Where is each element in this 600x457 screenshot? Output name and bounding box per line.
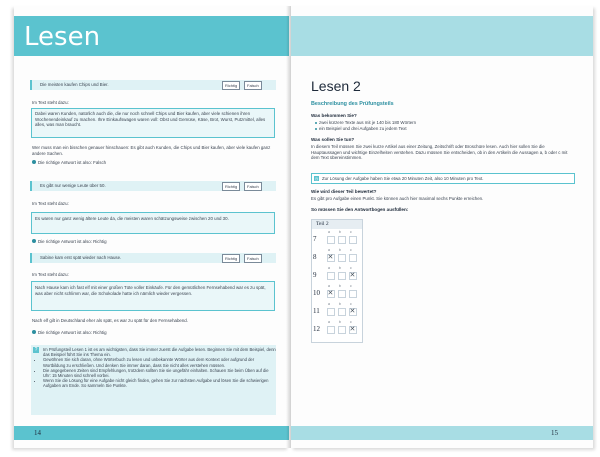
answer-bullet-icon [32,330,36,334]
answer-cell[interactable] [338,236,346,244]
what-item [315,120,416,126]
richtig-option[interactable]: Richtig [222,81,240,90]
answer-row-number: 8 [313,253,317,261]
answer-cell[interactable] [338,272,346,280]
answer-cell[interactable] [338,326,346,334]
in-text-label: Im Text steht dazu: [32,100,69,105]
header-band [291,16,593,56]
option-letter: c [350,266,352,270]
answer-cell[interactable] [327,308,335,316]
footer-band [14,426,289,440]
answer-row [311,266,361,284]
option-letter: a [328,284,330,288]
tip-box [31,345,276,415]
answer-cell[interactable] [349,290,357,298]
page-number: 14 [34,429,41,437]
option-letter: a [328,248,330,252]
tip-item: • Im Prüfungsteil Lesen 1 ist es am wichtigsten, dass Sie immer zuerst die Aufgabe lesen. Beginnen Sie mit dem Beispiel, denn das Beispiel führt Sie ins Thema ein. [43,347,276,357]
answer-row [311,248,361,266]
option-letter: b [339,320,341,324]
option-letter: c [350,320,352,324]
answer-row-number: 12 [313,325,320,333]
option-letter: b [339,302,341,306]
answer-bullet-icon [32,239,36,243]
option-letter: b [339,266,341,270]
statement-bar-1 [30,80,276,90]
option-letter: a [328,266,330,270]
tip-list [31,345,276,389]
falsch-option[interactable]: Falsch [244,81,262,90]
answer-row [311,230,361,248]
falsch-option[interactable]: Falsch [244,254,262,263]
option-letter: b [339,248,341,252]
answer-cell-marked[interactable] [349,326,357,334]
answer-cell[interactable] [338,308,346,316]
answer-cell[interactable] [327,236,335,244]
quote-box-1 [31,108,275,138]
what-item-text: ein Beispiel und drei Aufgaben zu jedem Text [319,126,407,131]
falsch-option[interactable]: Falsch [244,182,262,191]
answer-row [311,284,361,302]
richtig-option[interactable]: Richtig [222,182,240,191]
time-box [311,173,575,184]
answer-row-number: 11 [313,307,320,315]
time-text: Zur Lösung der Aufgabe haben Sie etwa 20 Minuten Zeit, also 10 Minuten pro Text. [322,175,484,181]
statement-text: Sabine kam erst spät wieder nach Hause. [40,255,122,260]
answer-line [32,330,107,336]
answer-line [32,239,107,245]
answer-row-number: 10 [313,289,320,297]
statement-bar-2 [30,181,276,191]
answer-row-number: 9 [313,271,317,279]
tip-item: • Wenn Sie die Lösung für eine Aufgabe nicht gleich finden, gehen Sie zur nächsten Aufgabe und lösen Sie die schwierigen Aufgaben am Ende. So sammeln Sie Punkte. [43,378,276,388]
option-letter: a [328,302,330,306]
in-text-label: Im Text steht dazu: [32,272,69,277]
left-page [14,6,289,448]
footer-band [291,426,593,440]
answer-row [311,320,361,338]
statement-text: Die meisten kaufen Chips und Bier. [40,82,109,87]
answer-cell[interactable] [338,290,346,298]
explanation-text: Nach elf gilt in Deutschland eher als spät, es war zu spät für den Fernsehabend. [32,318,188,323]
option-letter: c [350,230,352,234]
answer-text: Die richtige Antwort ist also: Falsch [38,160,107,165]
statement-text: Es gibt nur wenige Leute über 50. [40,183,106,188]
option-letter: a [328,320,330,324]
option-letter: b [339,284,341,288]
answer-cell[interactable] [338,254,346,262]
answer-sheet-title: Teil 2 [316,221,329,227]
option-letter: b [339,230,341,234]
answer-sheet-header [312,220,362,229]
answer-line [32,160,106,166]
right-page [291,6,593,448]
answer-text: Die richtige Antwort ist also: Richtig [38,239,107,244]
question-heading: Was bekommen Sie? [311,113,357,118]
quote-text: Es waren nur ganz wenig ältere Leute da, die meisten waren schätzungsweise zwischen 20 und 30. [35,216,229,221]
page-title: Lesen [24,22,101,52]
in-text-label: Im Text steht dazu: [32,201,69,206]
option-letter: c [350,248,352,252]
page-number: 15 [551,429,558,437]
quote-box-2 [31,212,275,234]
answer-cell[interactable] [349,236,357,244]
richtig-option[interactable]: Richtig [222,254,240,263]
option-letter: a [328,230,330,234]
answer-cell-marked[interactable] [349,272,357,280]
bullet-icon [315,122,317,124]
section-subtitle: Beschreibung des Prüfungsteils [311,101,394,107]
clock-icon: ◷ [314,175,319,181]
answer-row-number: 7 [313,235,317,243]
answer-text: Die richtige Antwort ist also: Richtig [38,330,107,335]
tip-item: • Die angegebenen Zeiten sind Empfehlungen, trotzdem sollten Sie sie ungefähr einhalten. Schauen Sie beim Üben auf die Uhr: 15 Minuten sind schnell vorbei. [43,368,276,378]
evaluation-text: Es gibt pro Aufgabe einen Punkt. Sie können auch hier maximal sechs Punkte erreichen. [311,196,484,201]
question-heading: Was sollen Sie tun? [311,137,355,142]
what-item-text: zwei kürzere Texte aus mit je 140 bis 180 Wörtern [319,120,417,125]
option-letter: c [350,284,352,288]
answer-cell[interactable] [327,326,335,334]
lesen-header-band [14,16,289,56]
answer-cell-marked[interactable] [327,254,335,262]
quote-text: Nach Hause kam ich fast elf mit einer großen Tüte voller Einkäufe. Für den gemütlichen Fernsehabend war es zu spät, was aber nicht schlimm war, die Schokolade hatte ich nämlich wieder vergessen. [35,285,266,296]
tip-item: • Gewöhnen Sie sich daran, ohne Wörterbuch zu lesen und unbekannte Wörter aus dem Kontext oder aufgrund der Wortbildung zu erschließen. Und denken Sie immer daran, dass Sie nicht alles verstehen müssen. [43,357,276,367]
answer-bullet-icon [32,160,36,164]
answer-cell-marked[interactable] [327,290,335,298]
tip-icon: ? [34,347,38,353]
answer-cell[interactable] [327,272,335,280]
answer-row [311,302,361,320]
what-item [315,126,407,132]
task-description: In diesem Teil müssen Sie zwei kurze Artikel aus einer Zeitung, Zeitschrift oder Broschüre lesen. Auch hier sollen Sie die Hauptaussagen und wichtige Einzelheiten verstehen. Dazu müssen Sie entscheiden, ob in den Artikeln die Aussagen a, b oder c mit dem Text übereinstimmen. [311,144,568,161]
quote-box-3 [31,281,275,311]
option-letter: c [350,302,352,306]
quote-text: Dabei waren Kunden, natürlich auch die, die nur noch schnell Chips und Bier kaufen, aber viele schienen ihren Wochenendeinkauf zu machen. Ihre Einkaufswagen waren voll: Obst und Gemüse, Käse, Brot, Wurst, Putzmittel, alles alles, was man braucht. [35,111,266,128]
question-heading: Wie wird dieser Teil bewertet? [311,189,377,194]
answer-cell-marked[interactable] [349,308,357,316]
answer-cell[interactable] [349,254,357,262]
section-title: Lesen 2 [311,78,361,94]
bullet-icon [315,128,317,130]
explanation-text: Wer muss man ein bisschen genauer hinschauen: Es gibt auch Kunden, die Chips und Bier kaufen, aber viele kaufen ganz andere Sachen. [32,145,271,156]
question-heading: So müssen Sie den Antwortbogen ausfüllen: [311,207,409,212]
statement-bar-3 [30,253,276,263]
